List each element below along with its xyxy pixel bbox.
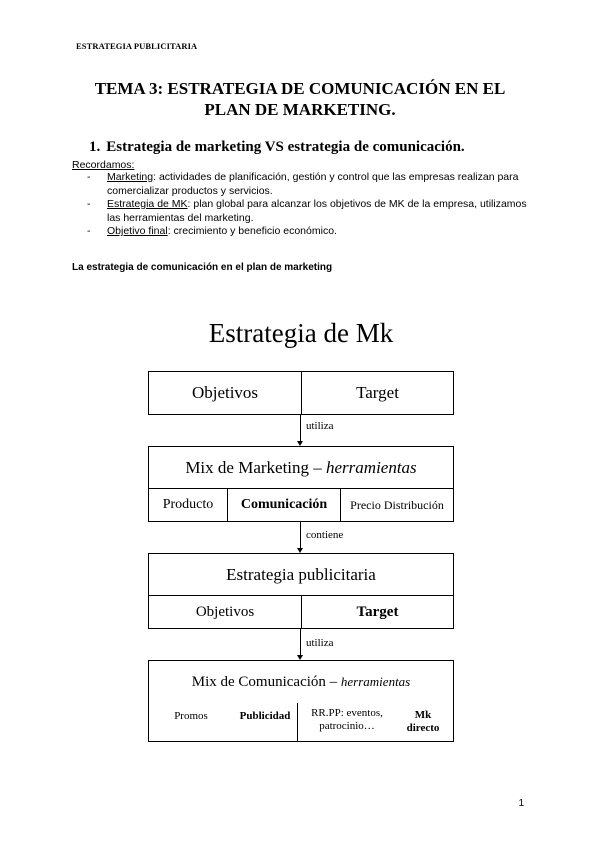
arrow-1-line [300,415,301,442]
page-number: 1 [518,798,524,809]
list-item [87,171,527,198]
section-number: 1. [89,139,101,155]
box2-distribucion: Distribución [383,497,444,512]
box3-heading: Estrategia publicitaria [226,564,376,584]
box4-promos: Promos [174,710,208,722]
list-item-term: Objetivo final [107,225,168,237]
marketing-mix-box [148,446,454,522]
definition-list [87,171,527,239]
list-item [87,198,527,225]
box4-mk-directo: Mk directo [406,709,440,734]
box2-heading [149,447,453,488]
list-item-term: Estrategia de MK [107,198,188,210]
box2-precio: Precio [350,497,381,512]
list-item [87,225,527,239]
section-heading [89,139,465,156]
box2-comunicacion: Comunicación [240,497,328,512]
advertising-strategy-box [148,553,454,629]
arrow-2-line [300,522,301,549]
box2-producto: Producto [162,497,214,512]
box3-objetivos: Objetivos [195,603,255,620]
list-item-term: Marketing [107,171,154,183]
communication-mix-box [148,660,454,742]
diagram-title: Estrategia de Mk [208,318,394,348]
box4-divider [297,703,298,741]
box4-heading [149,663,453,701]
box1-target: Target [356,383,399,402]
box2-heading-italic: herramientas [326,457,417,477]
arrow-3-label: utiliza [306,637,334,649]
box2-heading-dash: – [309,457,327,477]
arrow-2-label: contiene [306,529,344,541]
box4-heading-italic: herramientas [340,674,411,689]
box2-heading-main: Mix de Marketing [185,457,310,477]
title-line-2: PLAN DE MARKETING. [204,100,396,119]
box4-heading-dash: – [325,673,341,690]
list-item-text: : crecimiento y beneficio económico. [167,225,337,237]
box4-heading-main: Mix de Comunicación [191,673,326,690]
title-line-1: TEMA 3: ESTRATEGIA DE COMUNICACIÓN EN EL [94,79,506,98]
page-title [60,78,540,120]
running-header: ESTRATEGIA PUBLICITARIA [76,41,198,51]
objectives-target-box [148,371,454,415]
box4-rrpp: RR.PP: eventos, patrocinio… [311,707,383,732]
arrow-3-line [300,629,301,656]
subheading: La estrategia de comunicación en el plan de marketing [72,262,333,273]
box2-precio-distribucion [341,489,453,521]
recordamos-label: Recordamos: [72,159,135,171]
box4-publicidad: Publicidad [239,710,291,722]
list-item-text: : plan global para alcanzar los objetivos de MK de la empresa, utilizamos las herramientas del marketing. [107,198,527,224]
section-text: Estrategia de marketing VS estrategia de comunicación. [106,139,465,155]
list-item-text: : actividades de planificación, gestión y control que las empresas realizan para comercializar productos y servicios. [107,171,519,197]
arrow-1-label: utiliza [306,420,334,432]
box3-target: Target [356,603,399,620]
box1-objetivos: Objetivos [191,383,259,402]
